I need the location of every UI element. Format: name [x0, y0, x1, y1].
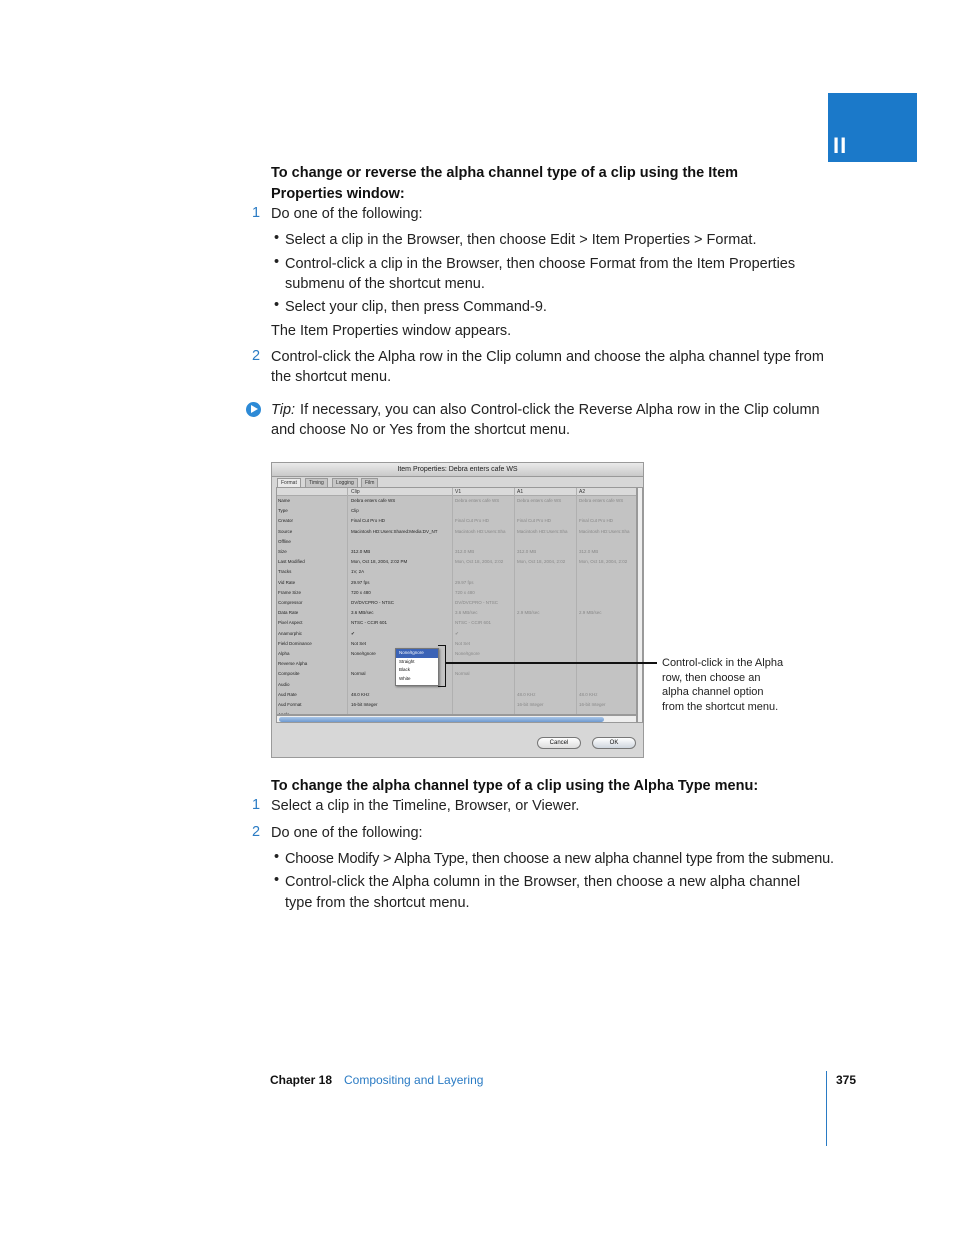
tip-line: If necessary, you can also Control-click the Reverse Alpha row in the Clip column: [300, 402, 820, 418]
cell-clip[interactable]: 16-bit Integer: [351, 702, 378, 707]
cell-v1[interactable]: 312.0 MB: [455, 549, 475, 554]
cell-clip[interactable]: Macintosh HD:Users:Shared:Media:DV_NT: [351, 528, 438, 534]
cell-a2[interactable]: 48.0 KHz: [579, 691, 598, 697]
cell-clip[interactable]: Clip: [351, 508, 359, 514]
cell-a1[interactable]: Debra enters cafe WS: [517, 498, 562, 503]
tip-text-cont: and choose No or Yes from the shortcut menu.: [271, 422, 571, 438]
row-label: Data Rate: [278, 610, 299, 616]
part-tab-marker: [828, 93, 917, 162]
tab-film[interactable]: Film: [361, 478, 378, 487]
column-header-v1[interactable]: V1: [455, 489, 462, 495]
tab-timing[interactable]: Timing: [305, 478, 328, 487]
cell-a1[interactable]: 2.9 MB/sec: [517, 610, 540, 616]
row-label: Compressor: [278, 600, 303, 605]
cell-clip[interactable]: None/Ignore: [351, 651, 376, 656]
cell-v1[interactable]: DV/DVCPRO - NTSC: [455, 600, 499, 605]
row-label: Pixel Aspect: [278, 620, 303, 626]
menu-item-straight[interactable]: Straight: [399, 658, 415, 664]
row-label: Composite: [278, 671, 300, 677]
row-label: Vid Rate: [278, 579, 296, 585]
cell-clip[interactable]: 720 x 480: [351, 589, 371, 595]
footer-divider: [826, 1071, 827, 1146]
horizontal-scrollbar[interactable]: [276, 715, 637, 723]
window-title: Item Properties: Debra enters cafe WS: [272, 463, 643, 477]
grid-divider: [347, 488, 348, 715]
cell-v1[interactable]: None/Ignore: [455, 651, 480, 656]
row-label: Reverse Alpha: [278, 661, 308, 667]
step-text: Do one of the following:: [271, 206, 423, 222]
cell-clip[interactable]: Debra enters cafe WS: [351, 498, 396, 503]
step-number: 2: [252, 824, 261, 840]
row-label: Offline: [278, 538, 291, 544]
row-label: Anamorphic: [278, 630, 303, 636]
bullet-text-cont: type from the shortcut menu.: [285, 895, 470, 911]
figure-callout: [662, 656, 783, 715]
cell-clip[interactable]: 29.97 fps: [351, 579, 370, 585]
cell-a1[interactable]: Macintosh HD:Users:Sha: [517, 528, 568, 534]
cell-v1[interactable]: Macintosh HD:Users:Sha: [455, 528, 506, 534]
callout-bracket: [438, 645, 446, 687]
row-label: Tracks: [278, 569, 292, 575]
cell-a2[interactable]: Debra enters cafe WS: [579, 498, 624, 503]
bullet-dot: •: [274, 849, 280, 865]
part-numeral: II: [833, 133, 848, 158]
grid-divider: [576, 488, 577, 715]
cell-v1[interactable]: Debra enters cafe WS: [455, 498, 500, 503]
step-text: Select a clip in the Timeline, Browser, or Viewer.: [271, 798, 580, 814]
step-number: 1: [252, 205, 261, 221]
row-label: Name: [278, 498, 291, 503]
callout-line-text: Control-click in the Alpha: [662, 657, 784, 669]
cell-clip[interactable]: 48.0 KHz: [351, 691, 370, 697]
cell-v1[interactable]: Not Set: [455, 640, 471, 646]
row-label: Aud Rate: [278, 691, 297, 697]
grid-divider: [452, 488, 453, 715]
tip-label: Tip:: [271, 402, 296, 418]
alpha-shortcut-menu: [395, 648, 439, 686]
step-text: Do one of the following:: [271, 825, 423, 841]
cell-a1[interactable]: 16-bit Integer: [517, 702, 544, 707]
bullet-dot: •: [274, 254, 280, 270]
cell-a2[interactable]: Macintosh HD:Users:Sha: [579, 528, 630, 534]
cell-a1[interactable]: 312.0 MB: [517, 549, 537, 554]
page-number: 375: [836, 1073, 857, 1087]
row-label: Type: [278, 508, 288, 514]
cell-a2[interactable]: 312.0 MB: [579, 549, 599, 554]
cell-clip[interactable]: 312.0 MB: [351, 549, 371, 554]
row-label: Field Dominance: [278, 640, 312, 646]
column-header-a1[interactable]: A1: [517, 489, 524, 495]
cell-v1[interactable]: Normal: [455, 671, 470, 677]
cell-a2[interactable]: Final Cut Pro HD: [579, 518, 614, 524]
tab-format[interactable]: Format: [277, 478, 301, 487]
cell-clip[interactable]: NTSC - CCIR 601: [351, 620, 388, 626]
callout-line-text: row, then choose an: [662, 671, 761, 684]
grid-header: [277, 488, 636, 496]
column-header-clip[interactable]: Clip: [351, 489, 360, 495]
tip-arrow-icon: [246, 402, 261, 417]
result-text: The Item Properties window appears.: [271, 323, 512, 339]
section-heading-cont: Properties window:: [271, 186, 405, 202]
menu-item-black[interactable]: Black: [399, 667, 411, 672]
row-label: Size: [278, 549, 287, 554]
step-number: 1: [252, 797, 261, 813]
cell-clip[interactable]: 1V, 2A: [351, 569, 365, 575]
menu-item-white[interactable]: White: [399, 675, 411, 681]
cell-clip[interactable]: Mon, Oct 18, 2004, 2:02 PM: [351, 559, 408, 565]
cell-a1[interactable]: Final Cut Pro HD: [517, 518, 552, 524]
cell-a1[interactable]: 48.0 KHz: [517, 691, 536, 697]
cell-a2[interactable]: 16-bit Integer: [579, 702, 606, 707]
row-label: Source: [278, 528, 293, 534]
grid-divider: [514, 488, 515, 715]
cell-v1[interactable]: NTSC - CCIR 601: [455, 620, 492, 626]
callout-line: [446, 662, 657, 664]
vertical-scrollbar[interactable]: [637, 487, 643, 723]
tab-logging[interactable]: Logging: [332, 478, 358, 487]
row-label: Last Modified: [278, 559, 305, 565]
step-number: 2: [252, 348, 261, 364]
cell-a1[interactable]: Mon, Oct 18, 2004, 2:02: [517, 559, 566, 565]
row-label: Creator: [278, 518, 294, 524]
cell-v1[interactable]: 3.6 MB/sec: [455, 610, 478, 616]
section-heading: To change or reverse the alpha channel type of a clip using the Item: [271, 165, 739, 181]
cell-a2[interactable]: 2.9 MB/sec: [579, 610, 602, 616]
bullet-text: Select your clip, then press Command-9.: [285, 299, 547, 315]
cell-v1[interactable]: ✔: [455, 630, 459, 636]
item-properties-window: [271, 462, 644, 758]
cell-clip[interactable]: Normal: [351, 671, 366, 677]
section-heading: To change the alpha channel type of a clip using the Alpha Type menu:: [271, 778, 759, 794]
step-text: Control-click the Alpha row in the Clip column and choose the alpha channel type from: [271, 349, 824, 365]
tip-text: [271, 400, 820, 420]
bullet-text: Choose Modify > Alpha Type, then choose a new alpha channel type from the submenu.: [285, 851, 834, 867]
bullet-dot: •: [274, 230, 280, 246]
scroll-thumb[interactable]: [279, 717, 604, 722]
footer-chapter-title[interactable]: Compositing and Layering: [344, 1073, 484, 1087]
cell-clip[interactable]: 3.6 MB/sec: [351, 610, 374, 616]
cell-clip[interactable]: DV/DVCPRO - NTSC: [351, 600, 395, 605]
properties-grid: [276, 487, 637, 715]
bullet-text: Select a clip in the Browser, then choose Edit > Item Properties > Format.: [285, 232, 757, 248]
cell-v1[interactable]: 720 x 480: [455, 589, 475, 595]
ok-button[interactable]: OK: [592, 737, 636, 749]
callout-line-text: from the shortcut menu.: [662, 701, 779, 714]
bullet-dot: •: [274, 872, 280, 888]
cell-a2[interactable]: Mon, Oct 18, 2004, 2:02: [579, 559, 628, 565]
cell-v1[interactable]: Mon, Oct 18, 2004, 2:02: [455, 559, 504, 565]
bullet-text: Control-click a clip in the Browser, then choose Format from the Item Properties: [285, 256, 796, 272]
row-label: Frame Size: [278, 589, 302, 595]
row-label: Audio: [278, 681, 290, 687]
cell-clip[interactable]: Final Cut Pro HD: [351, 518, 386, 524]
step-text-cont: the shortcut menu.: [271, 369, 392, 385]
callout-line-text: alpha channel option: [662, 686, 764, 699]
cell-v1[interactable]: Final Cut Pro HD: [455, 518, 490, 524]
row-label: Alpha: [278, 651, 290, 656]
row-label: Aud Format: [278, 702, 302, 707]
cancel-button[interactable]: Cancel: [537, 737, 581, 749]
cell-v1[interactable]: 29.97 fps: [455, 579, 474, 585]
menu-item-none-ignore[interactable]: None/Ignore: [396, 649, 438, 658]
cell-clip[interactable]: ✔: [351, 630, 355, 636]
bullet-text-cont: submenu of the shortcut menu.: [285, 276, 485, 292]
bullet-text: Control-click the Alpha column in the Browser, then choose a new alpha channel: [285, 874, 801, 890]
bullet-dot: •: [274, 297, 280, 313]
cell-clip[interactable]: Not Set: [351, 640, 367, 646]
row-label: Angle: [278, 712, 290, 715]
column-header-a2[interactable]: A2: [579, 489, 586, 495]
footer-chapter: Chapter 18: [270, 1073, 333, 1087]
